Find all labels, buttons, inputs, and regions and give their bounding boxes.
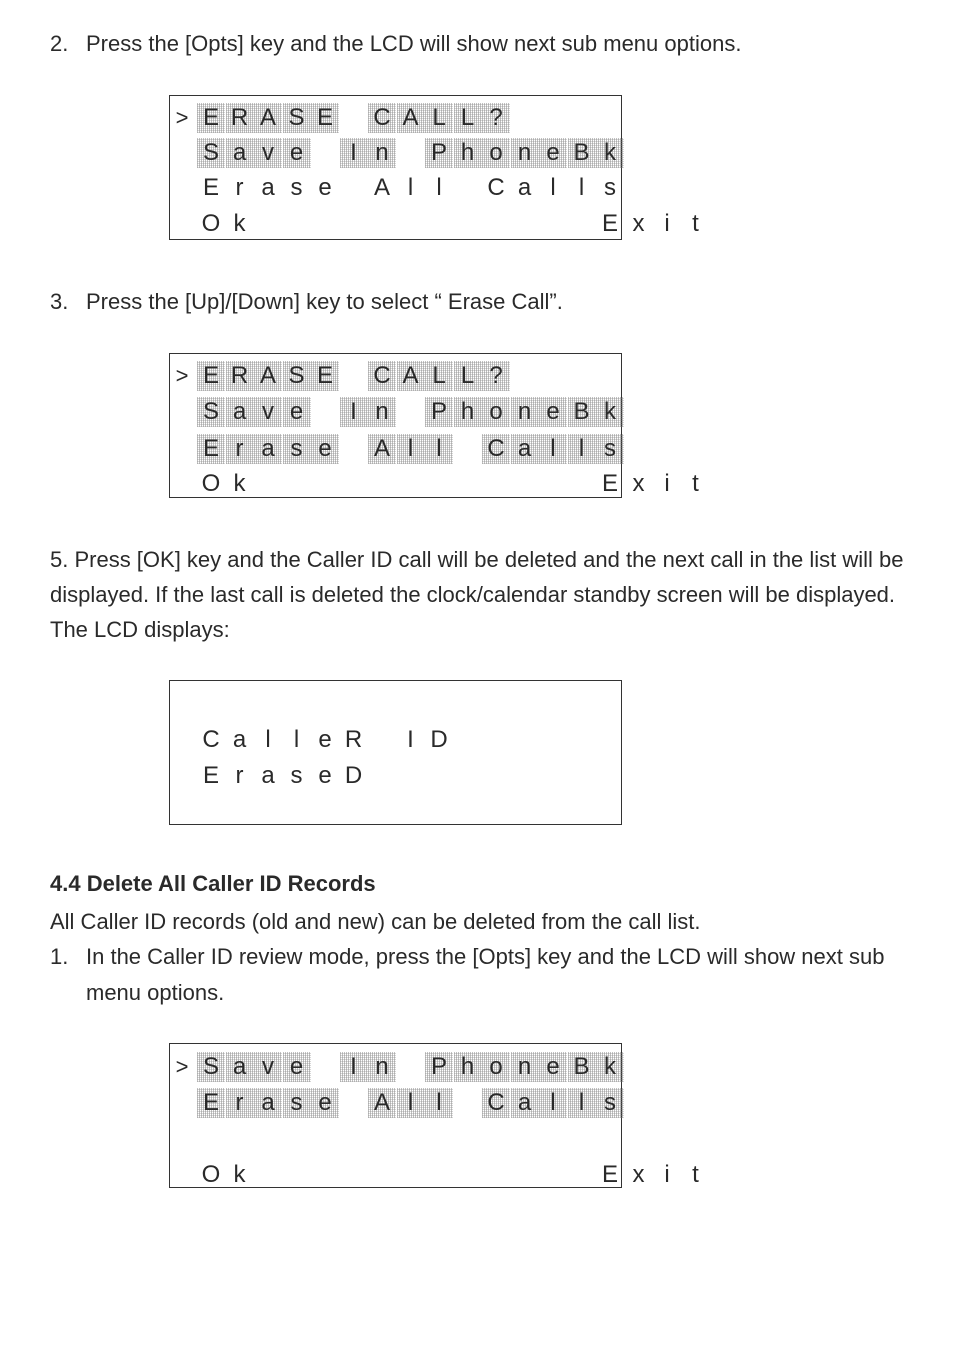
lcd-char: l	[578, 174, 585, 201]
lcd-char: P	[425, 1052, 453, 1082]
lcd-char	[568, 469, 596, 499]
step-number: 3.	[50, 289, 69, 314]
lcd-char: h	[454, 397, 482, 427]
lcd-char	[568, 1160, 596, 1190]
lcd-char: o	[482, 1052, 510, 1082]
lcd-char: B	[568, 138, 596, 168]
lcd-char: E	[311, 361, 339, 391]
lcd-char	[311, 138, 339, 168]
lcd-char: t	[692, 470, 699, 497]
lcd-char: v	[254, 1052, 282, 1082]
lcd-row	[170, 1052, 623, 1082]
lcd-char: r	[226, 434, 254, 464]
step-text: Press the [Up]/[Down] key to select “ Erase Call”.	[86, 289, 563, 314]
lcd-char: ?	[482, 103, 510, 133]
lcd-char: n	[511, 138, 539, 168]
lcd-char: i	[664, 470, 670, 497]
lcd-char	[340, 103, 368, 133]
lcd-row	[170, 397, 623, 427]
lcd-char	[511, 469, 539, 499]
section-heading: 4.4 Delete All Caller ID Records	[50, 871, 376, 896]
lcd-screen-1	[169, 95, 699, 240]
lcd-char: l	[539, 1088, 567, 1118]
lcd-char: A	[254, 103, 282, 133]
lcd-char: C	[202, 726, 220, 753]
lcd-char	[397, 1052, 425, 1082]
lcd-char: x	[632, 1161, 645, 1188]
lcd-char: S	[197, 397, 225, 427]
lcd-char: E	[601, 470, 618, 497]
lcd-char	[425, 209, 453, 239]
lcd-char	[311, 397, 339, 427]
lcd-char: l	[407, 174, 414, 201]
lcd-row	[170, 725, 623, 755]
lcd-char: a	[226, 397, 254, 427]
lcd-char: B	[568, 397, 596, 427]
lcd-char: A	[368, 1088, 396, 1118]
lcd-row	[170, 469, 699, 499]
lcd-char: E	[601, 1161, 618, 1188]
lcd-char	[397, 1160, 425, 1190]
lcd-char: k	[233, 1161, 246, 1188]
lcd-char: r	[226, 1088, 254, 1118]
lcd-char	[340, 469, 368, 499]
lcd-char: R	[226, 103, 254, 133]
lcd-char: P	[425, 397, 453, 427]
lcd-char: l	[397, 1088, 425, 1118]
step-number: 2.	[50, 31, 69, 56]
lcd-char: L	[425, 103, 453, 133]
lcd-char: E	[197, 1088, 225, 1118]
lcd-char	[368, 725, 396, 755]
lcd-char: C	[482, 434, 510, 464]
lcd-char: i	[664, 1161, 670, 1188]
lcd-char	[397, 469, 425, 499]
lcd-char	[340, 209, 368, 239]
lcd-char: D	[430, 726, 448, 753]
lcd-char	[254, 1160, 282, 1190]
lcd-char: t	[692, 210, 699, 237]
lcd-char: n	[511, 1052, 539, 1082]
lcd-char: A	[254, 361, 282, 391]
lcd-char: s	[283, 434, 311, 464]
lcd-char: l	[568, 1088, 596, 1118]
lcd-char	[368, 469, 396, 499]
lcd-char	[368, 1160, 396, 1190]
lcd-char: C	[487, 174, 505, 201]
lcd-char: O	[201, 470, 221, 497]
lcd-char: i	[664, 210, 670, 237]
lcd-char: a	[517, 174, 532, 201]
lcd-char	[454, 1160, 482, 1190]
lcd-screen-3	[169, 680, 622, 825]
lcd-char: E	[202, 762, 219, 789]
lcd-char: C	[368, 361, 396, 391]
lcd-row	[170, 1124, 623, 1154]
lcd-row	[170, 209, 699, 239]
lcd-char	[311, 1160, 339, 1190]
lcd-char: e	[283, 397, 311, 427]
lcd-char	[568, 209, 596, 239]
lcd-char: l	[265, 726, 271, 753]
lcd-char: I	[407, 726, 414, 753]
lcd-char: E	[601, 210, 618, 237]
lcd-char: n	[368, 138, 396, 168]
lcd-char	[254, 209, 282, 239]
lcd-char: n	[368, 1052, 396, 1082]
lcd-char: P	[425, 138, 453, 168]
lcd-char	[397, 397, 425, 427]
lcd-char: S	[283, 103, 311, 133]
lcd-char: a	[226, 138, 254, 168]
lcd-char: S	[197, 1052, 225, 1082]
selection-cursor: >	[175, 363, 189, 388]
lcd-char: e	[311, 434, 339, 464]
lcd-char: L	[454, 361, 482, 391]
lcd-char: s	[596, 434, 624, 464]
lcd-char: l	[550, 174, 556, 201]
lcd-char: s	[283, 1088, 311, 1118]
lcd-char: e	[318, 174, 332, 201]
lcd-char: a	[232, 726, 247, 753]
lcd-char	[454, 469, 482, 499]
lcd-row	[170, 1088, 623, 1118]
lcd-char: A	[397, 361, 425, 391]
lcd-char: B	[568, 1052, 596, 1082]
lcd-char: h	[454, 138, 482, 168]
lcd-char: L	[425, 361, 453, 391]
lcd-char: E	[202, 174, 219, 201]
step-text: In the Caller ID review mode, press the [Opts] key and the LCD will show next sub menu options.	[86, 944, 885, 1005]
lcd-char: s	[604, 174, 616, 201]
lcd-char: e	[311, 1088, 339, 1118]
lcd-char	[454, 173, 482, 203]
lcd-char: s	[290, 174, 303, 201]
lcd-char	[425, 1160, 453, 1190]
lcd-char: R	[226, 361, 254, 391]
lcd-char: O	[201, 210, 221, 237]
lcd-char: l	[436, 174, 442, 201]
section-step-1	[50, 939, 930, 1011]
lcd-char: D	[344, 762, 363, 789]
lcd-char	[311, 469, 339, 499]
lcd-char: e	[539, 138, 567, 168]
lcd-char	[340, 1160, 368, 1190]
lcd-char: I	[340, 397, 368, 427]
lcd-char: C	[482, 1088, 510, 1118]
lcd-char: v	[254, 138, 282, 168]
lcd-char: r	[235, 762, 244, 789]
lcd-char: A	[373, 174, 390, 201]
lcd-char: E	[311, 103, 339, 133]
lcd-char: l	[425, 434, 453, 464]
lcd-char: ?	[482, 361, 510, 391]
lcd-char: L	[454, 103, 482, 133]
lcd-char: C	[368, 103, 396, 133]
lcd-char: l	[293, 726, 300, 753]
lcd-char	[454, 209, 482, 239]
lcd-char	[511, 209, 539, 239]
lcd-char: a	[254, 1088, 282, 1118]
lcd-char: a	[254, 434, 282, 464]
lcd-char: S	[197, 138, 225, 168]
lcd-row	[170, 138, 623, 168]
lcd-char	[283, 1160, 311, 1190]
lcd-char: k	[233, 470, 246, 497]
lcd-char: k	[233, 210, 246, 237]
lcd-char	[539, 469, 567, 499]
lcd-char	[511, 1160, 539, 1190]
lcd-char	[283, 469, 311, 499]
lcd-char: E	[197, 434, 225, 464]
step-2	[50, 26, 930, 62]
lcd-char: o	[482, 397, 510, 427]
lcd-char: o	[482, 138, 510, 168]
lcd-char	[454, 434, 482, 464]
step-text: Press the [Opts] key and the LCD will show next sub menu options.	[86, 31, 742, 56]
step-3	[50, 284, 930, 320]
lcd-char	[397, 209, 425, 239]
lcd-row	[170, 173, 623, 203]
lcd-char: n	[368, 397, 396, 427]
lcd-char: e	[539, 1052, 567, 1082]
lcd-char: A	[368, 434, 396, 464]
lcd-char: I	[340, 1052, 368, 1082]
lcd-char	[340, 173, 368, 203]
lcd-char	[254, 469, 282, 499]
lcd-char	[482, 1160, 510, 1190]
lcd-char: a	[226, 1052, 254, 1082]
lcd-char: a	[511, 1088, 539, 1118]
lcd-char	[539, 1160, 567, 1190]
lcd-char	[425, 469, 453, 499]
step-5: 5. Press [OK] key and the Caller ID call will be deleted and the next call in the list will be displayed. If the last call is deleted the clock/calendar standby screen will be displayed. The LCD displays:	[50, 547, 904, 642]
lcd-char: l	[568, 434, 596, 464]
step-number: 1.	[50, 944, 69, 969]
lcd-char: n	[511, 397, 539, 427]
lcd-char: E	[197, 361, 225, 391]
lcd-char: r	[235, 174, 244, 201]
lcd-char: l	[539, 434, 567, 464]
lcd-char	[482, 209, 510, 239]
lcd-char: h	[454, 1052, 482, 1082]
lcd-row	[170, 361, 623, 391]
lcd-char	[311, 209, 339, 239]
lcd-char	[539, 209, 567, 239]
lcd-char	[340, 1088, 368, 1118]
lcd-char	[311, 1052, 339, 1082]
selection-cursor: >	[175, 105, 189, 130]
lcd-char: e	[539, 397, 567, 427]
lcd-char: a	[261, 762, 275, 789]
lcd-char: k	[596, 1052, 624, 1082]
lcd-char: s	[290, 762, 303, 789]
selection-cursor: >	[175, 1054, 189, 1079]
lcd-char: v	[254, 397, 282, 427]
lcd-char: x	[632, 210, 645, 237]
lcd-char	[368, 209, 396, 239]
section-intro: All Caller ID records (old and new) can be deleted from the call list.	[50, 909, 701, 934]
lcd-char	[283, 209, 311, 239]
lcd-screen-4	[169, 1043, 699, 1188]
lcd-char: t	[692, 1161, 699, 1188]
lcd-char: e	[318, 726, 332, 753]
lcd-char	[340, 434, 368, 464]
lcd-char: l	[425, 1088, 453, 1118]
lcd-char: k	[596, 397, 624, 427]
lcd-char	[454, 1088, 482, 1118]
lcd-char: R	[344, 726, 363, 753]
lcd-row	[170, 1160, 699, 1190]
lcd-row	[170, 761, 623, 791]
lcd-char	[482, 469, 510, 499]
lcd-char: I	[340, 138, 368, 168]
lcd-char: e	[283, 138, 311, 168]
lcd-screen-2	[169, 353, 699, 498]
lcd-char: A	[397, 103, 425, 133]
lcd-char: e	[318, 762, 332, 789]
lcd-char: s	[596, 1088, 624, 1118]
lcd-char: k	[596, 138, 624, 168]
lcd-char: S	[283, 361, 311, 391]
lcd-char: E	[197, 103, 225, 133]
lcd-row	[170, 103, 623, 133]
lcd-char	[340, 361, 368, 391]
lcd-char: a	[261, 174, 275, 201]
lcd-char: a	[511, 434, 539, 464]
lcd-char	[397, 138, 425, 168]
lcd-char: l	[397, 434, 425, 464]
lcd-char: O	[201, 1161, 221, 1188]
lcd-row	[170, 434, 623, 464]
lcd-char: e	[283, 1052, 311, 1082]
lcd-char: x	[632, 470, 645, 497]
